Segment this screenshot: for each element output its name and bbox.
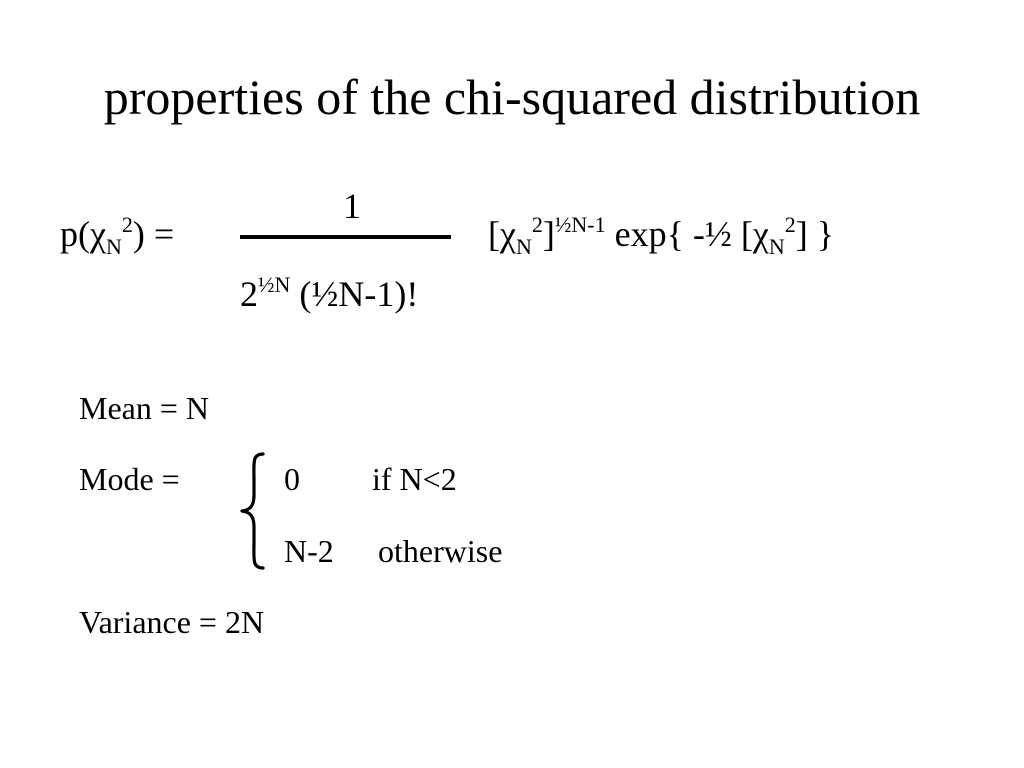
subscript-n: N [105, 234, 122, 259]
mode-case-value: 0 [284, 461, 300, 497]
superscript-2: 2 [784, 212, 796, 237]
denominator-exponent: ½N [258, 272, 291, 297]
fraction-numerator: 1 [343, 186, 361, 226]
mode-case-value: N-2 [284, 533, 334, 569]
slide-title: properties of the chi-squared distribution [103, 69, 921, 125]
subscript-n: N [515, 234, 532, 259]
power-exponent: ½N-1 [554, 212, 606, 237]
chi-symbol: χ [500, 214, 516, 254]
exp-term: exp{ -½ [ [605, 214, 753, 254]
mode-label: Mode = [79, 461, 180, 497]
superscript-2: 2 [531, 212, 543, 237]
chi-symbol: χ [90, 214, 106, 254]
exp-close: ] } [795, 214, 834, 254]
fraction-denominator [240, 272, 419, 314]
mode-case-condition: if N<2 [372, 461, 457, 497]
left-brace-icon [232, 451, 272, 571]
open-bracket: [ [488, 214, 500, 254]
subscript-n: N [768, 234, 785, 259]
variance-property: Variance = 2N [79, 604, 265, 640]
mean-property: Mean = N [79, 390, 210, 426]
formula-equals: ) = [132, 214, 175, 254]
denominator-base: 2 [240, 274, 258, 314]
superscript-2: 2 [121, 212, 133, 237]
chi-symbol: χ [752, 214, 769, 254]
denominator-factorial: (½N-1)! [290, 274, 419, 314]
formula-lhs [60, 212, 175, 259]
close-bracket: ] [542, 214, 555, 254]
fraction-bar [240, 235, 451, 239]
mode-case-condition: otherwise [378, 533, 503, 569]
formula-rhs [488, 212, 834, 259]
formula-p: p( [60, 214, 90, 254]
